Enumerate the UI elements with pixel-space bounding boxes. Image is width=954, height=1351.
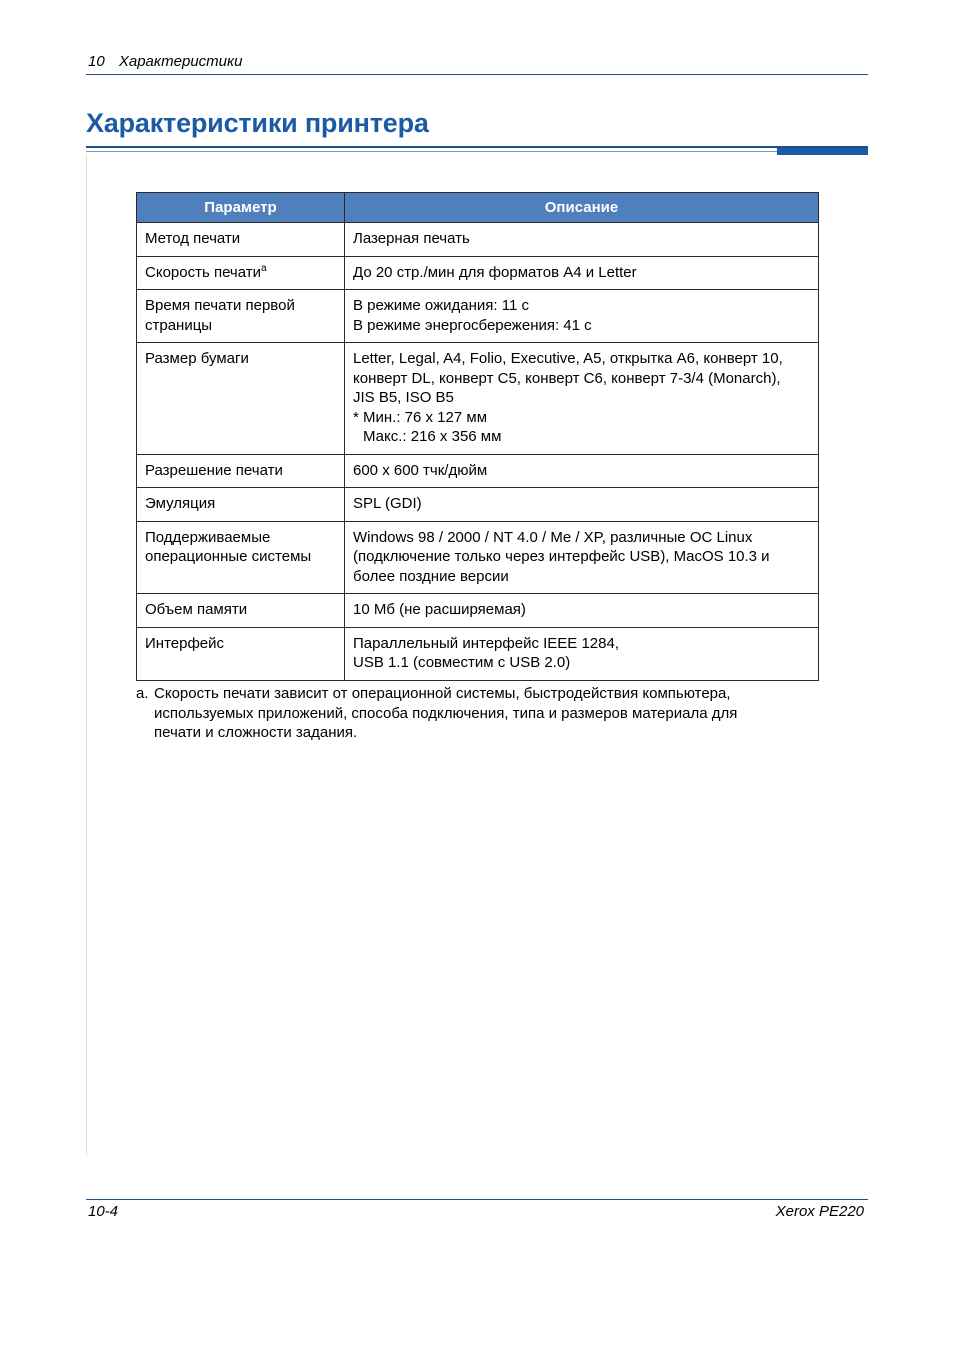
description-text: более поздние версии <box>353 567 509 585</box>
description-text: Параллельный интерфейс IEEE 1284, <box>353 634 620 652</box>
page-number: 10-4 <box>88 1203 119 1220</box>
title-divider <box>86 146 868 148</box>
footnote-mark: a. <box>136 685 149 702</box>
table-row <box>137 343 819 455</box>
description-text: конверт DL, конверт C5, конверт C6, конверт 7-3/4 (Monarch), <box>353 369 781 387</box>
param-text: Эмуляция <box>145 495 216 512</box>
table-row <box>137 454 819 488</box>
description-text: Windows 98 / 2000 / NT 4.0 / Me / XP, различные ОС Linux <box>353 528 753 546</box>
description-text: Макс.: 216 x 356 мм <box>363 428 502 445</box>
footnote <box>136 684 796 743</box>
footnote-text <box>154 684 796 743</box>
description-cell <box>345 454 819 488</box>
footnote-reference: a <box>261 262 267 274</box>
param-text: страницы <box>145 316 213 334</box>
description-cell <box>345 521 819 594</box>
title-divider-thin <box>86 151 868 152</box>
column-header-param: Параметр <box>137 193 345 223</box>
param-text: Метод печати <box>145 230 241 247</box>
param-cell <box>137 488 345 522</box>
param-cell <box>137 290 345 343</box>
table-row <box>137 256 819 290</box>
description-text: 10 Мб (не расширяемая) <box>353 601 526 618</box>
page-title: Характеристики принтера <box>86 108 429 138</box>
footer-divider <box>86 1199 868 1200</box>
description-text: Лазерная печать <box>353 230 470 247</box>
description-cell <box>345 488 819 522</box>
margin-line <box>86 155 87 1155</box>
product-name: Xerox PE220 <box>775 1203 864 1220</box>
table-header-row <box>137 193 819 223</box>
running-header <box>88 53 242 70</box>
column-header-description: Описание <box>345 193 819 223</box>
header-divider <box>86 74 868 75</box>
param-text: Разрешение печати <box>145 461 283 479</box>
table-row <box>137 223 819 257</box>
description-text: SPL (GDI) <box>353 495 422 512</box>
description-text: JIS B5, ISO B5 <box>353 389 454 406</box>
description-text: Letter, Legal, A4, Folio, Executive, A5, открытка A6, конверт 10, <box>353 350 783 367</box>
param-text: Размер бумаги <box>145 350 249 367</box>
description-text: (подключение только через интерфейс USB), MacOS 10.3 и <box>353 548 770 565</box>
footnote-line: Скорость печати зависит от операционной системы, быстродействия компьютера, <box>154 685 731 702</box>
title-accent-tab <box>777 148 868 155</box>
description-text: USB 1.1 (совместим с USB 2.0) <box>353 654 571 671</box>
description-text: До 20 стр./мин для форматов A4 и Letter <box>353 263 637 281</box>
param-text: Интерфейс <box>145 634 225 652</box>
description-text: * Мин.: 76 x 127 мм <box>353 408 488 426</box>
chapter-number: 10 <box>88 53 105 70</box>
table-row <box>137 488 819 522</box>
description-cell <box>345 223 819 257</box>
description-text: 600 x 600 тчк/дюйм <box>353 461 488 479</box>
param-cell <box>137 343 345 455</box>
table-body <box>137 223 819 681</box>
table-row <box>137 290 819 343</box>
param-cell <box>137 627 345 680</box>
description-text: В режиме ожидания: 11 с <box>353 297 529 314</box>
param-cell <box>137 594 345 628</box>
description-cell <box>345 290 819 343</box>
footnote-line: печати и сложности задания. <box>154 724 358 741</box>
table-row <box>137 521 819 594</box>
description-cell <box>345 627 819 680</box>
chapter-title: Характеристики <box>118 53 243 70</box>
param-cell <box>137 454 345 488</box>
param-text: Время печати первой <box>145 297 295 314</box>
param-line <box>145 263 336 283</box>
spec-table <box>136 192 819 681</box>
param-cell <box>137 256 345 290</box>
param-text: Поддерживаемые <box>145 528 271 546</box>
footnote-line: используемых приложений, способа подключения, типа и размеров материала для <box>154 704 738 722</box>
table-row <box>137 594 819 628</box>
description-cell <box>345 343 819 455</box>
param-cell <box>137 521 345 594</box>
description-cell <box>345 594 819 628</box>
param-text: операционные системы <box>145 548 312 565</box>
table-row <box>137 627 819 680</box>
param-text: Объем памяти <box>145 601 248 618</box>
param-cell <box>137 223 345 257</box>
description-cell <box>345 256 819 290</box>
description-text: В режиме энергосбережения: 41 с <box>353 316 592 334</box>
param-text: Скорость печати <box>145 263 261 281</box>
